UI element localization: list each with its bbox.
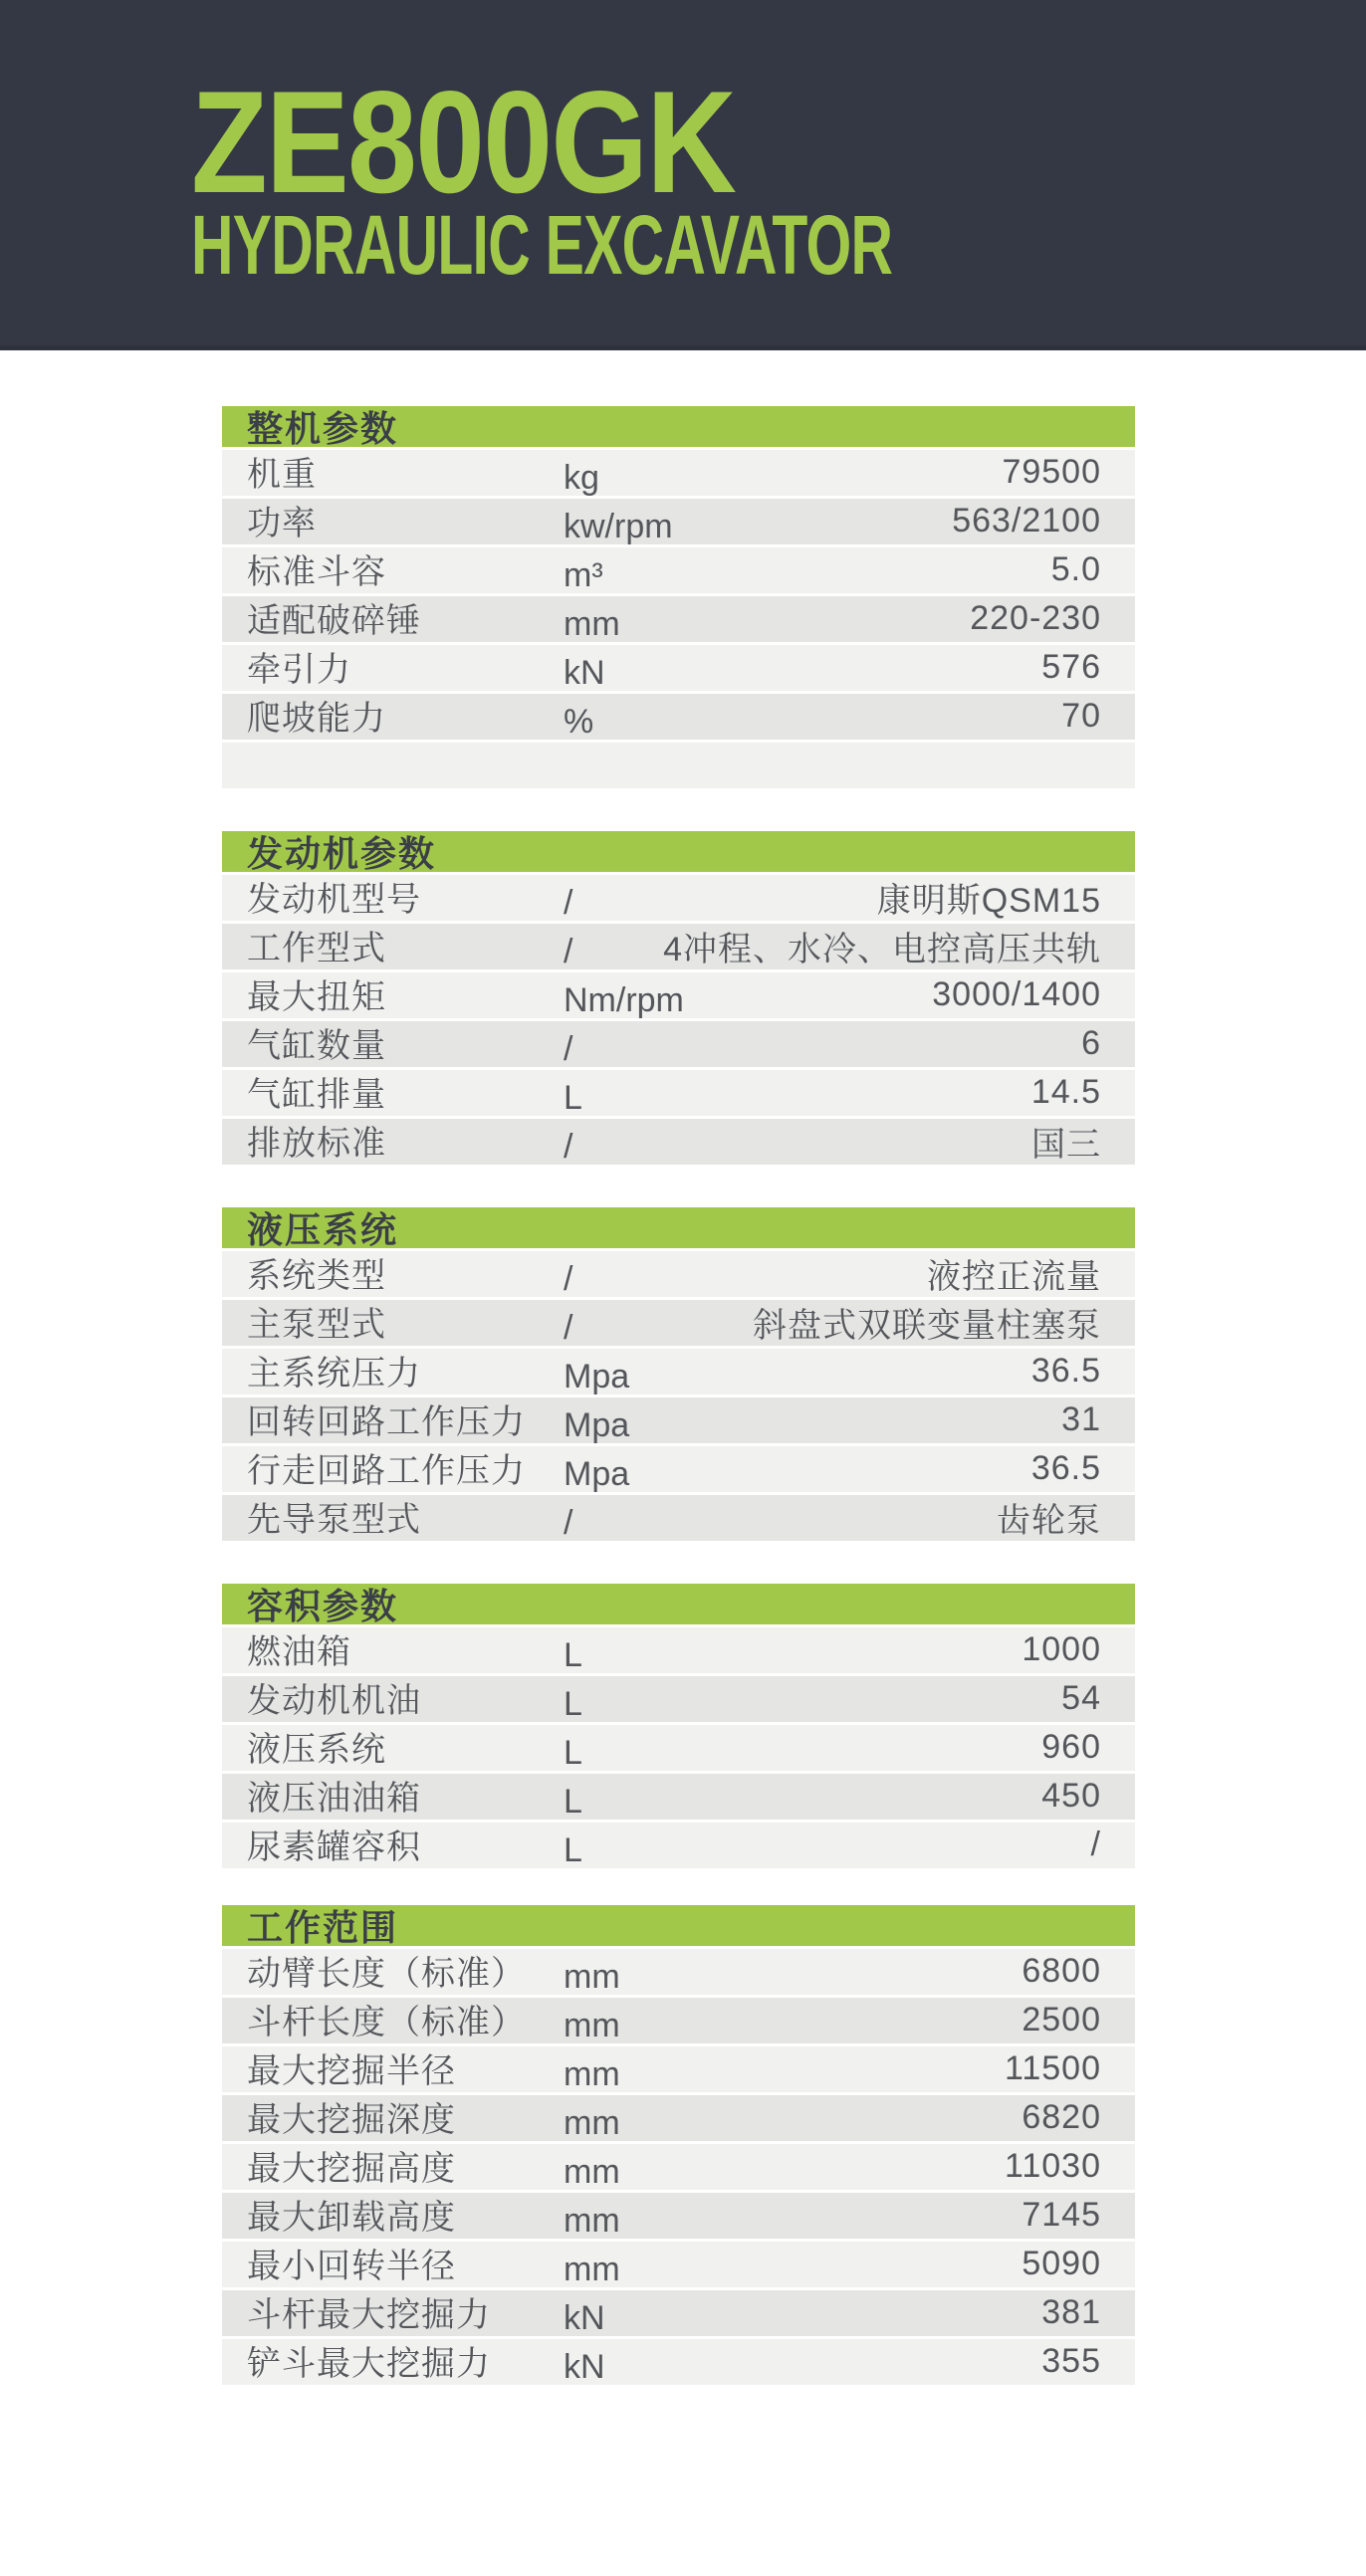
spec-table (222, 406, 1135, 788)
spec-label: 斗杆长度（标准） (247, 2003, 526, 2041)
table-row (222, 1676, 1135, 1725)
spec-unit: / (564, 883, 573, 922)
spec-label: 工作型式 (247, 929, 386, 967)
spec-value: 5.0 (1050, 549, 1101, 588)
table-row (222, 1446, 1135, 1495)
spec-label: 最小回转半径 (247, 2247, 456, 2285)
spec-table (222, 1584, 1135, 1871)
spec-value: 6820 (1022, 2097, 1101, 2136)
spec-unit: / (564, 1503, 573, 1542)
table-row (222, 1998, 1135, 2046)
spec-tables-container (222, 406, 1135, 2388)
spec-label: 铲斗最大挖掘力 (247, 2344, 491, 2383)
spec-unit: mm (564, 1957, 620, 1996)
spec-value: 11500 (1004, 2048, 1101, 2087)
spec-unit: kN (564, 2347, 605, 2386)
spec-value: 563/2100 (952, 501, 1101, 539)
blank-row (222, 743, 1135, 788)
spec-value: 11030 (1004, 2146, 1101, 2185)
spec-unit: Mpa (564, 1357, 630, 1395)
spec-value: 康明斯QSM15 (876, 881, 1101, 920)
spec-value: 70 (1061, 696, 1101, 735)
spec-value: 6800 (1022, 1951, 1101, 1990)
spec-label: 先导泵型式 (247, 1500, 421, 1539)
section-header: 工作范围 (222, 1905, 1135, 1949)
table-row (222, 1349, 1135, 1397)
spec-value: 5090 (1022, 2244, 1101, 2282)
spec-label: 牵引力 (247, 650, 351, 689)
spec-value: 14.5 (1030, 1072, 1101, 1111)
spec-value: 381 (1041, 2292, 1101, 2331)
spec-unit: kN (564, 2298, 605, 2337)
spec-unit: L (564, 1684, 582, 1723)
spec-value: 6 (1081, 1023, 1101, 1062)
spec-value: 79500 (1002, 452, 1101, 491)
spec-label: 液压系统 (247, 1730, 386, 1769)
spec-value: 36.5 (1030, 1448, 1101, 1487)
spec-table (222, 1905, 1135, 2388)
spec-unit: / (564, 1127, 573, 1166)
spec-unit: / (564, 1259, 573, 1298)
spec-unit: / (564, 1308, 573, 1347)
section-header: 液压系统 (222, 1207, 1135, 1251)
spec-value: 液控正流量 (927, 1257, 1101, 1296)
spec-unit: Nm/rpm (564, 980, 684, 1019)
section-header: 容积参数 (222, 1584, 1135, 1627)
spec-value: 450 (1041, 1776, 1101, 1815)
spec-label: 燃油箱 (247, 1632, 351, 1671)
spec-unit: m³ (564, 555, 603, 594)
spec-unit: Mpa (564, 1454, 630, 1493)
spec-unit: L (564, 1733, 582, 1772)
spec-value: 2500 (1022, 2000, 1101, 2039)
spec-label: 液压油油箱 (247, 1779, 421, 1818)
spec-label: 主系统压力 (247, 1354, 421, 1393)
spec-table (222, 1207, 1135, 1544)
spec-label: 发动机机油 (247, 1681, 421, 1720)
table-row (222, 1725, 1135, 1774)
spec-unit: L (564, 1830, 582, 1869)
spec-unit: mm (564, 2006, 620, 2044)
table-row (222, 1119, 1135, 1168)
spec-unit: mm (564, 604, 620, 643)
spec-label: 气缸数量 (247, 1026, 386, 1065)
table-row (222, 2242, 1135, 2290)
spec-value: / (1090, 1825, 1101, 1863)
spec-unit: mm (564, 2103, 620, 2142)
spec-label: 系统类型 (247, 1256, 386, 1295)
spec-unit: mm (564, 2201, 620, 2240)
table-row (222, 645, 1135, 694)
table-row (222, 1949, 1135, 1998)
spec-label: 动臂长度（标准） (247, 1954, 526, 1993)
table-row (222, 694, 1135, 743)
spec-unit: mm (564, 2152, 620, 2191)
table-row (222, 1021, 1135, 1070)
spec-label: 行走回路工作压力 (247, 1451, 526, 1490)
table-row (222, 1495, 1135, 1544)
table-row (222, 450, 1135, 499)
spec-unit: / (564, 1029, 573, 1068)
table-row (222, 1823, 1135, 1871)
spec-label: 尿素罐容积 (247, 1827, 421, 1866)
table-row (222, 2095, 1135, 2144)
table-row (222, 972, 1135, 1021)
spec-label: 排放标准 (247, 1124, 386, 1163)
spec-label: 最大挖掘半径 (247, 2051, 456, 2090)
spec-unit: L (564, 1635, 582, 1674)
table-row (222, 1397, 1135, 1446)
spec-value: 3000/1400 (932, 974, 1101, 1013)
spec-unit: / (564, 932, 573, 970)
spec-value: 齿轮泵 (997, 1501, 1101, 1540)
spec-value: 国三 (1031, 1125, 1101, 1164)
spec-unit: kw/rpm (564, 507, 673, 545)
spec-value: 斜盘式双联变量柱塞泵 (753, 1306, 1101, 1345)
spec-unit: mm (564, 2250, 620, 2288)
spec-table (222, 831, 1135, 1168)
spec-unit: mm (564, 2054, 620, 2093)
spec-unit: % (564, 702, 594, 741)
hero-banner (0, 0, 1366, 350)
table-row (222, 596, 1135, 645)
table-row (222, 2193, 1135, 2242)
spec-label: 最大扭矩 (247, 977, 386, 1016)
spec-label: 发动机型号 (247, 880, 421, 919)
machine-type-subtitle: HYDRAULIC EXCAVATOR (191, 198, 893, 292)
spec-label: 最大卸载高度 (247, 2198, 456, 2237)
table-row (222, 1070, 1135, 1119)
spec-value: 36.5 (1030, 1351, 1101, 1390)
table-row (222, 2046, 1135, 2095)
table-row (222, 1774, 1135, 1823)
table-row (222, 499, 1135, 547)
table-row (222, 547, 1135, 596)
spec-unit: L (564, 1078, 582, 1117)
spec-label: 气缸排量 (247, 1075, 386, 1114)
spec-unit: L (564, 1782, 582, 1821)
spec-label: 最大挖掘深度 (247, 2100, 456, 2139)
spec-value: 31 (1061, 1399, 1101, 1438)
spec-label: 斗杆最大挖掘力 (247, 2295, 491, 2334)
spec-unit: Mpa (564, 1405, 630, 1444)
table-row (222, 1251, 1135, 1300)
table-row (222, 1300, 1135, 1349)
spec-unit: kg (564, 458, 599, 497)
table-row (222, 2144, 1135, 2193)
spec-value: 220-230 (970, 598, 1101, 637)
spec-label: 最大挖掘高度 (247, 2149, 456, 2188)
spec-value: 355 (1041, 2341, 1101, 2380)
spec-value: 1000 (1022, 1629, 1101, 1668)
spec-label: 主泵型式 (247, 1305, 386, 1344)
table-row (222, 875, 1135, 924)
spec-value: 960 (1041, 1727, 1101, 1766)
spec-unit: kN (564, 653, 605, 692)
spec-value: 7145 (1022, 2195, 1101, 2234)
table-row (222, 2290, 1135, 2339)
spec-value: 4冲程、水冷、电控高压共轨 (663, 930, 1101, 968)
spec-value: 576 (1041, 647, 1101, 686)
spec-label: 爬坡能力 (247, 699, 386, 738)
section-header: 发动机参数 (222, 831, 1135, 875)
model-title: ZE800GK (191, 61, 736, 223)
spec-label: 机重 (247, 455, 317, 494)
spec-label: 标准斗容 (247, 552, 386, 591)
table-row (222, 1627, 1135, 1676)
spec-value: 54 (1061, 1678, 1101, 1717)
section-header: 整机参数 (222, 406, 1135, 450)
spec-label: 适配破碎锤 (247, 601, 421, 640)
table-row (222, 924, 1135, 972)
table-row (222, 2339, 1135, 2388)
spec-label: 功率 (247, 504, 317, 542)
spec-label: 回转回路工作压力 (247, 1402, 526, 1441)
